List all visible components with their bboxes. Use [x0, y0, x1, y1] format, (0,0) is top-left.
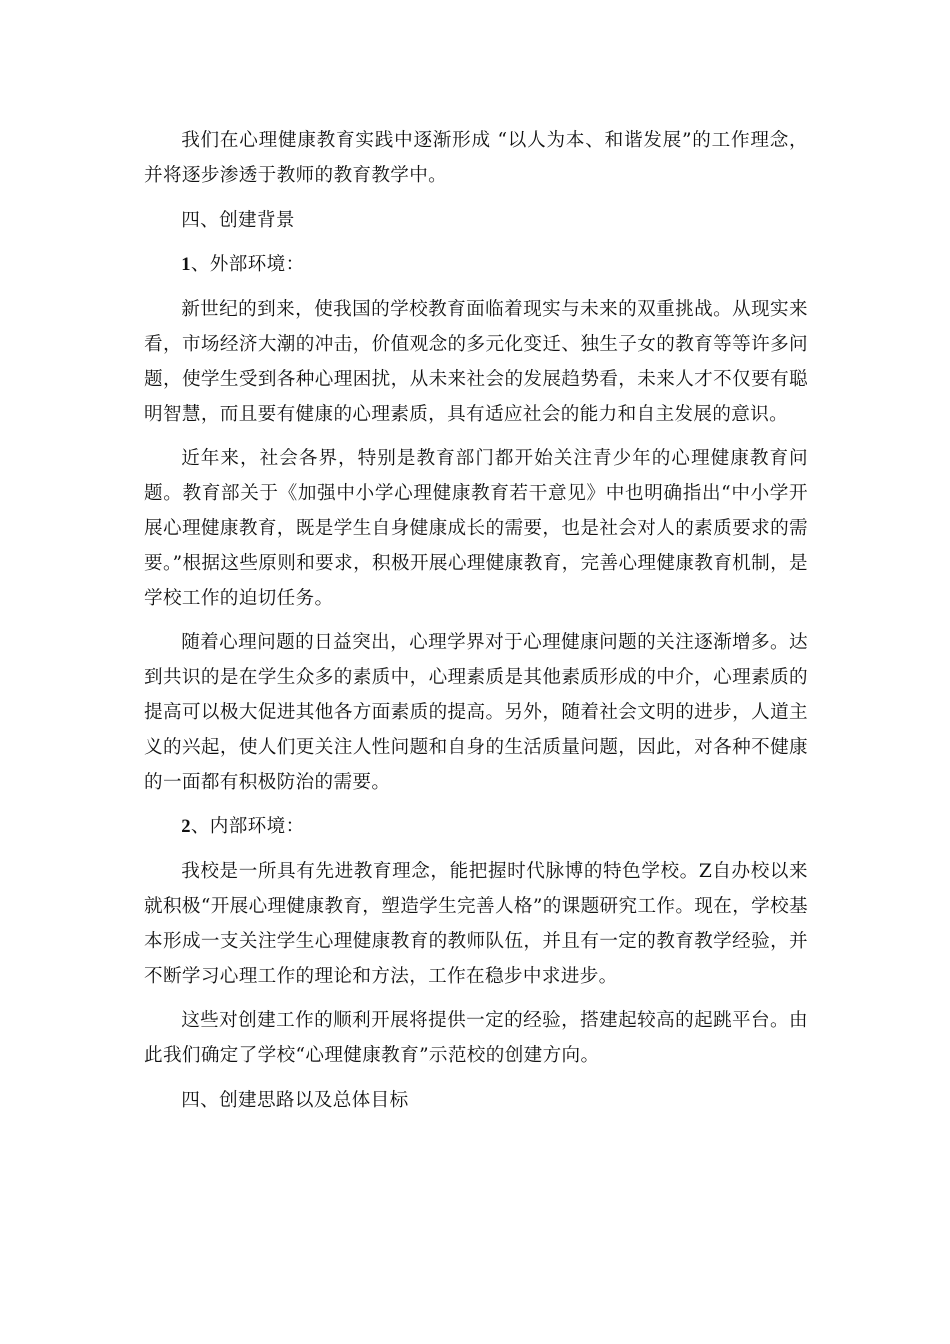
paragraph-text: 我校是一所具有先进教育理念，能把握时代脉博的特色学校。Z自办校以来就积极“开展心理健康教育，塑造学生完善人格”的课题研究工作。现在，学校基本形成一支关注学生心理健康教育的教师队伍，并且有一定的教育教学经验，并不断学习心理工作的理论和方法，工作在稳步中求进步。: [144, 861, 808, 987]
paragraph-recent-years: [144, 442, 808, 616]
subheading-text: 、外部环境：: [190, 254, 305, 276]
subheading-number: 2: [181, 816, 191, 838]
subheading-internal-environment: [144, 810, 808, 845]
paragraph-direction: [144, 1004, 808, 1074]
subheading-text: 、内部环境：: [190, 816, 305, 838]
paragraph-our-school: [144, 855, 808, 994]
section-heading-background: [144, 204, 808, 239]
heading-text: 四、创建思路以及总体目标: [181, 1089, 409, 1111]
paragraph-text: 近年来，社会各界，特别是教育部门都开始关注青少年的心理健康教育问题。教育部关于《加强中小学心理健康教育若干意见》中也明确指出“中小学开展心理健康教育，既是学生自身健康成长的需要，也是社会对人的素质要求的需要。”根据这些原则和要求，积极开展心理健康教育，完善心理健康教育机制，是学校工作的迫切任务。: [144, 448, 808, 609]
paragraph-new-century: [144, 293, 808, 432]
section-heading-goals: [144, 1084, 808, 1119]
paragraph-text: 我们在心理健康教育实践中逐渐形成 “以人为本、和谐发展”的工作理念，并将逐步渗透于教师的教育教学中。: [144, 130, 808, 186]
paragraph-text: 随着心理问题的日益突出，心理学界对于心理健康问题的关注逐渐增多。达到共识的是在学生众多的素质中，心理素质是其他素质形成的中介，心理素质的提高可以极大促进其他各方面素质的提高。另外，随着社会文明的进步，人道主义的兴起，使人们更关注人性问题和自身的生活质量问题，因此，对各种不健康的一面都有积极防治的需要。: [144, 632, 808, 793]
paragraph-work-concept: [144, 124, 808, 194]
heading-text: 四、创建背景: [181, 209, 295, 231]
document-body: [144, 124, 808, 1129]
paragraph-text: 这些对创建工作的顺利开展将提供一定的经验，搭建起较高的起跳平台。由此我们确定了学校“心理健康教育”示范校的创建方向。: [144, 1010, 808, 1067]
paragraph-text: 新世纪的到来，使我国的学校教育面临着现实与未来的双重挑战。从现实来看，市场经济大潮的冲击，价值观念的多元化变迁、独生子女的教育等等许多问题，使学生受到各种心理困扰，从未来社会的发展趋势看，未来人才不仅要有聪明智慧，而且要有健康的心理素质，具有适应社会的能力和自主发展的意识。: [144, 299, 808, 425]
subheading-external-environment: [144, 248, 808, 283]
subheading-number: 1: [181, 254, 191, 276]
paragraph-psychology-issues: [144, 626, 808, 800]
